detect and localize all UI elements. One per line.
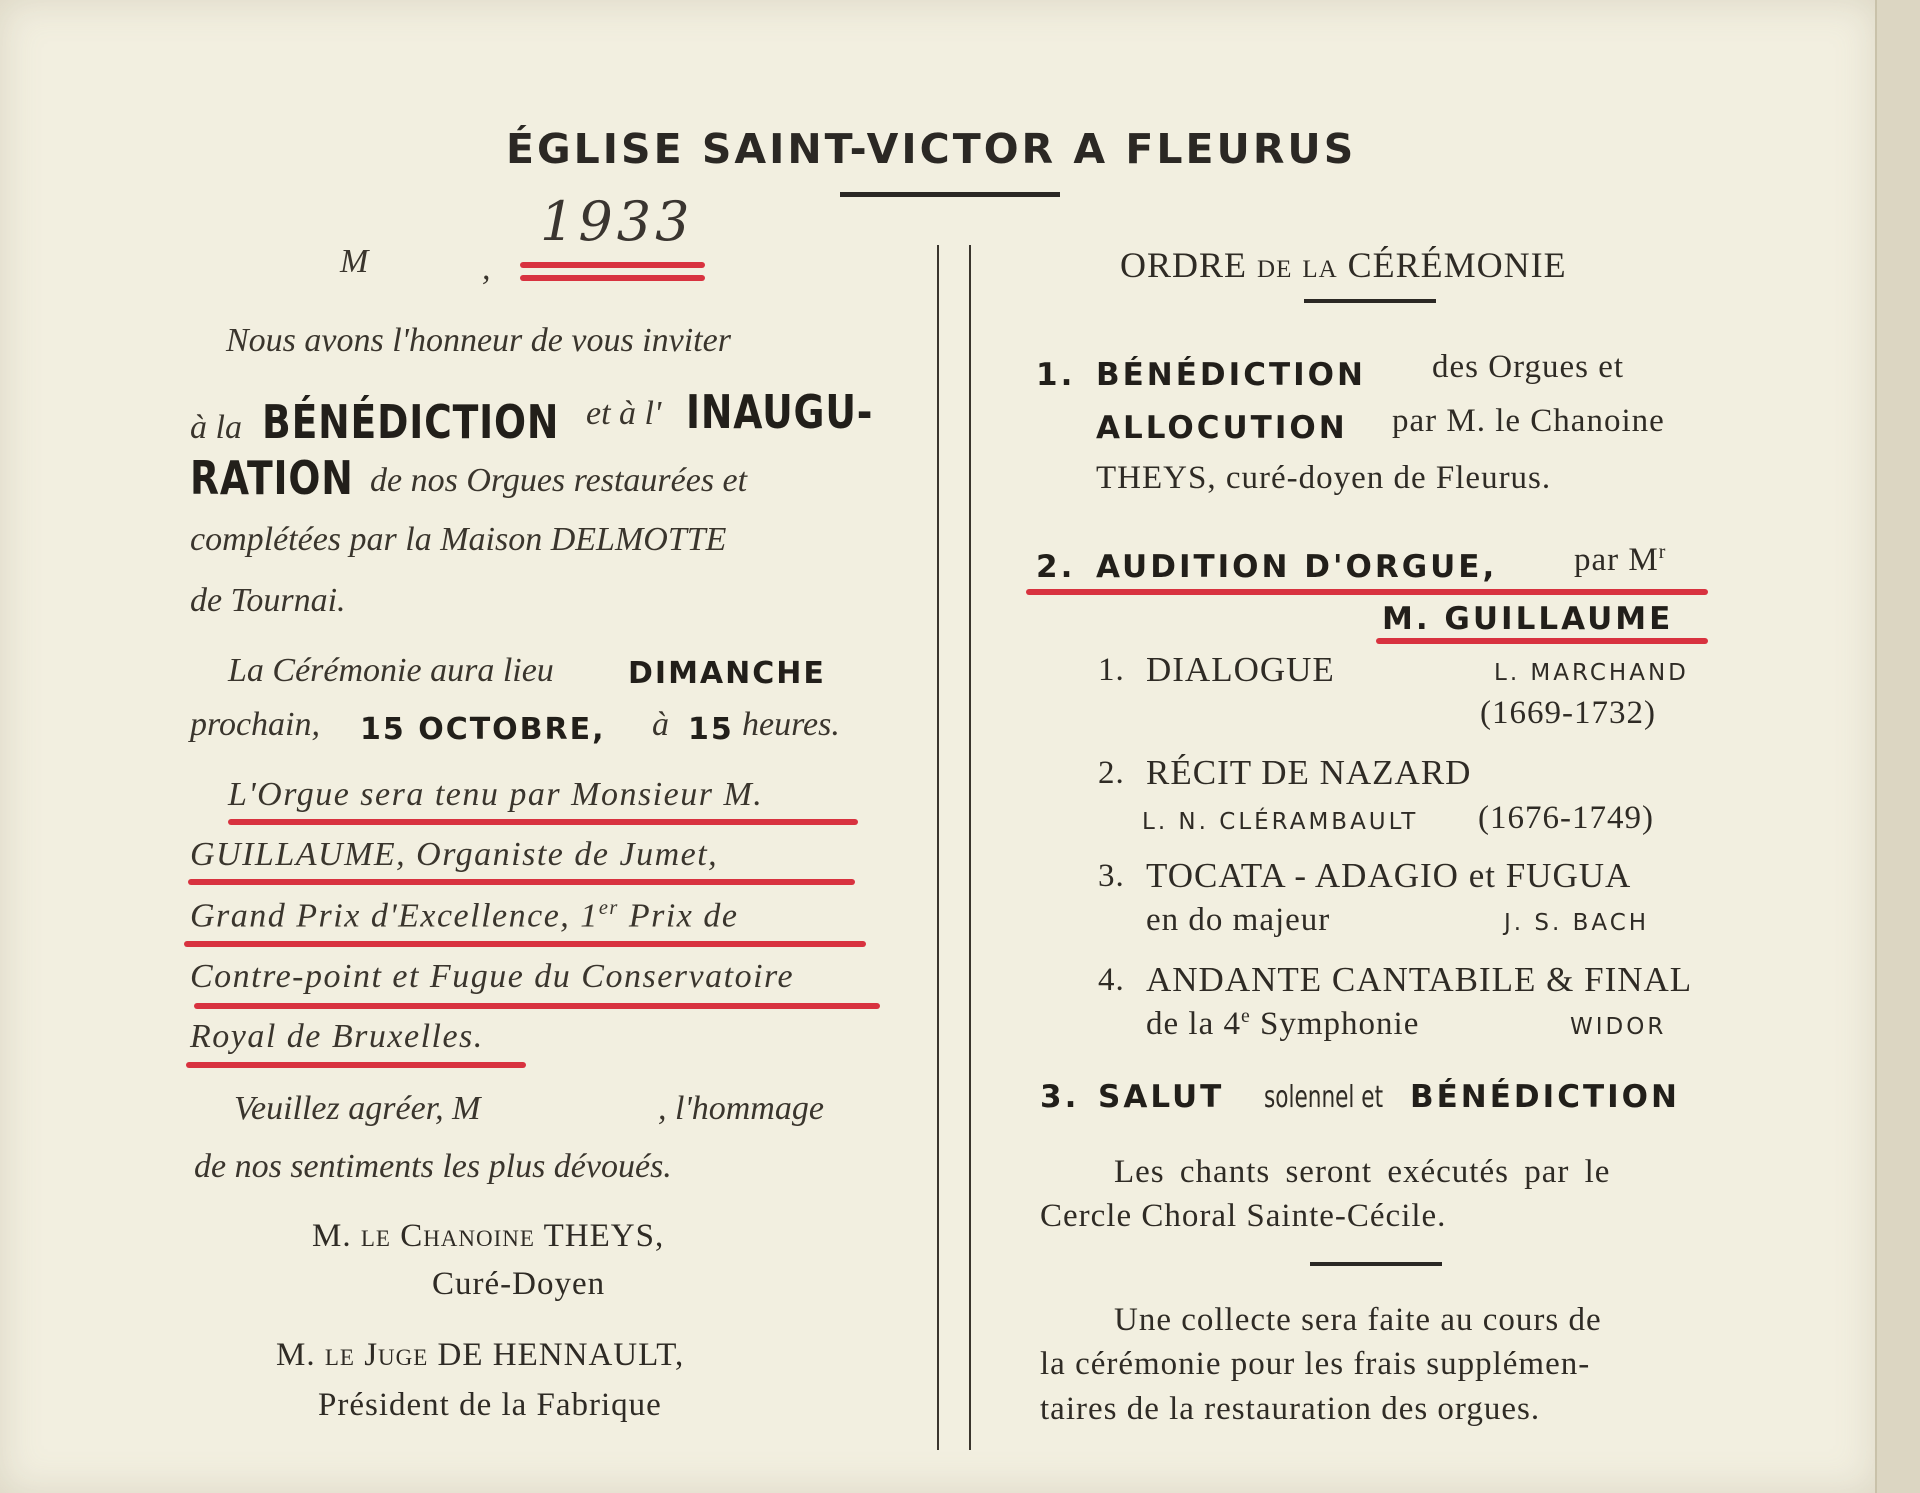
- invite-line-1: Nous avons l'honneur de vous inviter: [226, 322, 731, 359]
- red-underline-organist-1: [228, 819, 858, 825]
- page-edge: [1875, 0, 1920, 1493]
- red-underline-organist-3: [184, 941, 866, 947]
- invite-line-2-mid: et à l': [586, 395, 662, 432]
- piece-4-composer: WIDOR: [1570, 1014, 1667, 1040]
- item-2-text-main: par M: [1574, 542, 1659, 578]
- piece-1-dates: (1669-1732): [1480, 695, 1656, 731]
- piece-4-subtitle-post: Symphonie: [1250, 1006, 1420, 1042]
- red-underline-organist: [1376, 638, 1708, 644]
- closing-line-2: de nos sentiments les plus dévoués.: [194, 1148, 672, 1185]
- piece-1-title: DIALOGUE: [1146, 650, 1335, 689]
- piece-4-number: 4.: [1098, 962, 1125, 998]
- dimanche-word: DIMANCHE: [628, 656, 826, 691]
- organist-line-4: Contre-point et Fugue du Conservatoire: [190, 958, 795, 995]
- chants-line-2: Cercle Choral Sainte-Cécile.: [1040, 1198, 1447, 1234]
- piece-3-title: TOCATA - ADAGIO et FUGUA: [1146, 856, 1632, 895]
- chants-line-1: Les chants seront exécutés par le: [1114, 1154, 1611, 1190]
- ceremony-date: 15 OCTOBRE,: [360, 712, 606, 747]
- signature-2-name: M. le Juge DE HENNAULT,: [276, 1337, 685, 1373]
- piece-1-composer: L. MARCHAND: [1494, 660, 1689, 686]
- collecte-line-1: Une collecte sera faite au cours de: [1114, 1302, 1602, 1338]
- collecte-line-3: taires de la restauration des orgues.: [1040, 1391, 1541, 1427]
- red-underline-organist-4: [194, 1003, 880, 1009]
- item-1-text-3: THEYS, curé-doyen de Fleurus.: [1096, 460, 1552, 496]
- invite-line-4: complétées par la Maison DELMOTTE: [190, 521, 727, 558]
- red-underline-organist-2: [188, 879, 855, 885]
- organist-line-3: [190, 897, 738, 935]
- organist-line-3-post: Prix de: [618, 897, 739, 935]
- organist-line-2: GUILLAUME, Organiste de Jumet,: [190, 836, 719, 873]
- column-divider-left: [937, 245, 939, 1450]
- piece-2-dates: (1676-1749): [1478, 800, 1654, 836]
- piece-1-number: 1.: [1098, 652, 1125, 688]
- ceremony-heures: heures.: [742, 706, 840, 743]
- piece-2-number: 2.: [1098, 755, 1125, 791]
- chants-rule: [1310, 1262, 1442, 1266]
- ceremony-hour: 15: [688, 712, 734, 747]
- red-underline-audition: [1026, 589, 1708, 595]
- item-1-benediction: BÉNÉDICTION: [1096, 357, 1366, 393]
- organist-line-5: Royal de Bruxelles.: [190, 1018, 484, 1055]
- salutation: M: [340, 243, 369, 280]
- item-2-number: 2.: [1036, 549, 1076, 585]
- red-underline-year-2: [520, 275, 705, 281]
- piece-2-title: RÉCIT DE NAZARD: [1146, 753, 1472, 792]
- piece-2-composer: L. N. CLÉRAMBAULT: [1142, 809, 1419, 835]
- collecte-line-2: la cérémonie pour les frais supplémen-: [1040, 1346, 1591, 1382]
- invite-line-5: de Tournai.: [190, 582, 346, 619]
- item-3-salut: SALUT: [1098, 1079, 1225, 1115]
- invite-line-2-pre: à la: [190, 409, 242, 446]
- item-3-benediction: BÉNÉDICTION: [1410, 1079, 1680, 1115]
- piece-4-subtitle-pre: de la 4: [1146, 1006, 1241, 1042]
- piece-3-subtitle: en do majeur: [1146, 902, 1331, 938]
- organist-line-3-sup: er: [598, 897, 619, 919]
- red-underline-year-1: [520, 262, 705, 268]
- benediction-word: BÉNÉDICTION: [262, 395, 560, 449]
- signature-1-name: M. le Chanoine THEYS,: [312, 1218, 665, 1254]
- organist-line-1: L'Orgue sera tenu par Monsieur M.: [228, 776, 764, 813]
- page-title: ÉGLISE SAINT-VICTOR A FLEURUS: [506, 125, 1357, 173]
- piece-4-subtitle: [1146, 1005, 1419, 1043]
- ceremony-line-1-text: La Cérémonie aura lieu: [228, 652, 554, 689]
- order-heading-rule: [1304, 299, 1436, 303]
- salutation-comma: ,: [482, 250, 491, 287]
- piece-4-subtitle-sup: e: [1240, 1005, 1251, 1027]
- ceremony-a: à: [652, 706, 669, 743]
- item-3-text: solennel et: [1264, 1080, 1384, 1115]
- red-underline-organist-5: [186, 1062, 526, 1068]
- order-heading: ORDRE de la CÉRÉMONIE: [1120, 245, 1567, 285]
- column-divider-right: [969, 245, 971, 1450]
- organist-line-3-pre: Grand Prix d'Excellence, 1: [190, 897, 599, 935]
- item-1-number: 1.: [1036, 357, 1076, 393]
- ration-word: RATION: [190, 451, 354, 505]
- piece-4-title: ANDANTE CANTABILE & FINAL: [1146, 960, 1693, 999]
- item-2-text: [1574, 541, 1666, 579]
- piece-3-number: 3.: [1098, 858, 1125, 894]
- piece-3-composer: J. S. BACH: [1504, 910, 1650, 936]
- ceremony-line-1: [228, 652, 554, 690]
- ceremony-line-2-pre: prochain,: [190, 706, 321, 743]
- closing-line-1-pre: Veuillez agréer, M: [234, 1090, 481, 1127]
- signature-2-role: Président de la Fabrique: [318, 1387, 662, 1423]
- item-1-allocution: ALLOCUTION: [1096, 410, 1348, 446]
- item-2-organist: M. GUILLAUME: [1382, 601, 1674, 637]
- invite-line-2: [190, 395, 625, 449]
- signature-1-role: Curé-Doyen: [432, 1266, 606, 1302]
- closing-line-1-post: , l'hommage: [658, 1090, 824, 1127]
- invite-line-3: de nos Orgues restaurées et: [370, 462, 748, 499]
- item-2-text-sup: r: [1658, 541, 1667, 563]
- item-1-text-1: des Orgues et: [1432, 349, 1625, 385]
- item-2-audition: AUDITION D'ORGUE,: [1096, 549, 1498, 585]
- inauguration-word: INAUGU-: [686, 385, 874, 439]
- item-3-number: 3.: [1040, 1079, 1080, 1115]
- handwritten-year: 1933: [540, 190, 694, 253]
- title-rule: [840, 192, 1060, 197]
- item-1-text-2: par M. le Chanoine: [1392, 403, 1665, 439]
